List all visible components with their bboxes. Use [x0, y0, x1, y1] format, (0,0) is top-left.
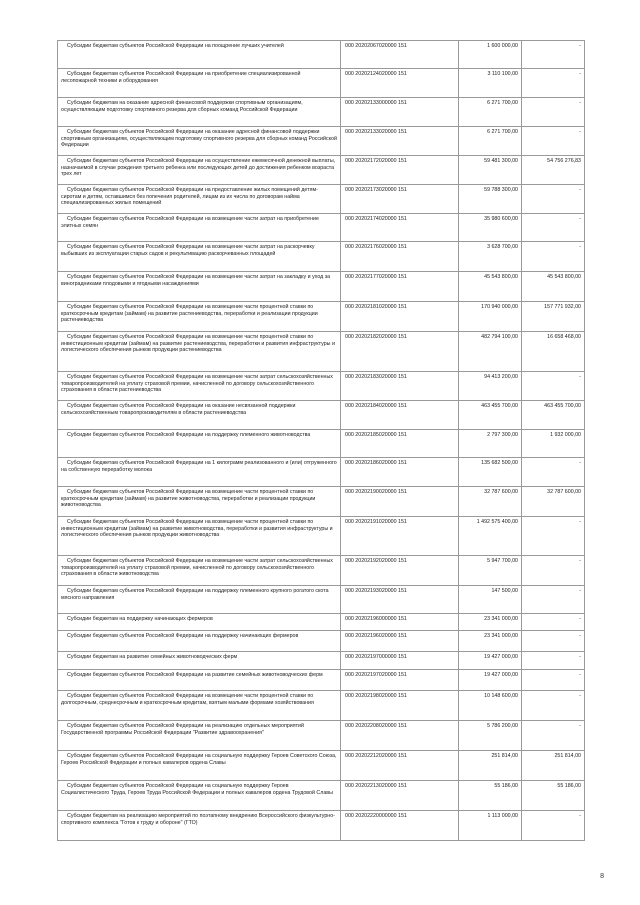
row-code: 000 20202212020000 151	[341, 751, 459, 781]
table-row	[58, 332, 585, 372]
row-name: Субсидии бюджетам субъектов Российской Федерации на приобретение специализированной лесопожарной техники и оборудования	[58, 69, 341, 98]
row-plan-amount: 19 427 000,00	[459, 670, 522, 691]
row-code: 000 20202190020000 151	[341, 487, 459, 517]
row-fact-amount: -	[522, 458, 585, 487]
table-row	[58, 458, 585, 487]
row-fact-amount: -	[522, 242, 585, 272]
row-code: 000 20202172020000 151	[341, 156, 459, 185]
row-fact-amount: -	[522, 586, 585, 614]
row-name: Субсидии бюджетам субъектов Российской Федерации на осуществление ежемесячной денежной выплаты, назначаемой в случае рождения третьего ребенка или последующих детей до достижения ребенком возраста трех лет	[58, 156, 341, 185]
row-code: 000 20202181020000 151	[341, 302, 459, 332]
row-code: 000 20202183020000 151	[341, 372, 459, 401]
row-fact-amount: -	[522, 185, 585, 214]
row-code: 000 20202067020000 151	[341, 41, 459, 69]
row-name: Субсидии бюджетам субъектов Российской Федерации на возмещение части процентной ставки по краткосрочным кредитам (займам) на развитие животноводства, переработки и реализации продукции животноводства	[58, 487, 341, 517]
row-fact-amount: -	[522, 98, 585, 127]
row-code: 000 20202192020000 151	[341, 556, 459, 586]
row-name: Субсидии бюджетам субъектов Российской Федерации на поддержку начинающих фермеров	[58, 631, 341, 652]
table-row	[58, 430, 585, 458]
row-code: 000 20202196000000 151	[341, 614, 459, 631]
row-name: Субсидии бюджетам субъектов Российской Федерации на предоставление жилых помещений детям-сиротам и детям, оставшимся без попечения родителей, лицам из их числа по договорам найма специализированных жилых помещений	[58, 185, 341, 214]
table-row	[58, 242, 585, 272]
row-code: 000 20202220000000 151	[341, 811, 459, 841]
row-name: Субсидии бюджетам на оказание адресной финансовой поддержки спортивным организациям, осуществляющим подготовку спортивного резерва для сборных команд Российской Федерации	[58, 98, 341, 127]
table-row	[58, 721, 585, 751]
row-plan-amount: 463 455 700,00	[459, 401, 522, 430]
row-name: Субсидии бюджетам субъектов Российской Федерации на поощрение лучших учителей	[58, 41, 341, 69]
revenue-table-body	[58, 41, 585, 841]
row-fact-amount: 251 814,00	[522, 751, 585, 781]
table-row	[58, 214, 585, 242]
row-name: Субсидии бюджетам субъектов Российской Федерации на возмещение части затрат на раскорчевку выбывших из эксплуатации старых садов и рекультивацию раскорчеванных площадей	[58, 242, 341, 272]
row-name: Субсидии бюджетам субъектов Российской Федерации на возмещение части затрат сельскохозяйственных товаропроизводителей на уплату страховой премии, начисленной по договору сельскохозяйственного страхования в области животноводства	[58, 556, 341, 586]
row-fact-amount: 1 932 000,00	[522, 430, 585, 458]
table-row	[58, 372, 585, 401]
row-name: Субсидии бюджетам субъектов Российской Федерации на реализацию отдельных мероприятий Государственной программы Российской Федерации "Развитие здравоохранения"	[58, 721, 341, 751]
row-name: Субсидии бюджетам субъектов Российской Федерации на поддержку племенного крупного рогатого скота мясного направления	[58, 586, 341, 614]
row-fact-amount: -	[522, 811, 585, 841]
row-fact-amount: -	[522, 69, 585, 98]
table-row	[58, 614, 585, 631]
row-name: Субсидии бюджетам субъектов Российской Федерации на возмещение части затрат на приобретение элитных семян	[58, 214, 341, 242]
table-row	[58, 98, 585, 127]
row-plan-amount: 6 271 700,00	[459, 127, 522, 156]
row-code: 000 20202185020000 151	[341, 430, 459, 458]
table-row	[58, 156, 585, 185]
table-row	[58, 631, 585, 652]
row-code: 000 20202191020000 151	[341, 517, 459, 556]
row-plan-amount: 170 940 000,00	[459, 302, 522, 332]
row-code: 000 20202184020000 151	[341, 401, 459, 430]
row-code: 000 20202133000000 151	[341, 98, 459, 127]
row-fact-amount: -	[522, 652, 585, 670]
row-code: 000 20202197020000 151	[341, 670, 459, 691]
row-fact-amount: -	[522, 556, 585, 586]
row-name: Субсидии бюджетам субъектов Российской Федерации на возмещение части процентной ставки по инвестиционным кредитам (займам) на развитие животноводства, переработки и развития инфраструктуры и логистического обеспечения рынков продукции животноводства	[58, 517, 341, 556]
row-plan-amount: 1 113 000,00	[459, 811, 522, 841]
row-plan-amount: 23 341 000,00	[459, 614, 522, 631]
row-fact-amount: 54 756 276,83	[522, 156, 585, 185]
row-plan-amount: 135 682 500,00	[459, 458, 522, 487]
row-code: 000 20202124020000 151	[341, 69, 459, 98]
table-row	[58, 652, 585, 670]
row-code: 000 20202173020000 151	[341, 185, 459, 214]
row-name: Субсидии бюджетам на реализацию мероприятий по поэтапному внедрению Всероссийского физкультурно-спортивного комплекса "Готов к труду и обороне" (ГТО)	[58, 811, 341, 841]
row-plan-amount: 55 186,00	[459, 781, 522, 811]
table-row	[58, 401, 585, 430]
row-code: 000 20202177020000 151	[341, 272, 459, 302]
table-row	[58, 69, 585, 98]
row-plan-amount: 59 481 300,00	[459, 156, 522, 185]
row-fact-amount: 45 543 800,00	[522, 272, 585, 302]
table-row	[58, 487, 585, 517]
row-code: 000 20202197000000 151	[341, 652, 459, 670]
row-name: Субсидии бюджетам субъектов Российской Федерации на оказание несвязанной поддержки сельскохозяйственным товаропроизводителям в области растениеводства	[58, 401, 341, 430]
row-plan-amount: 45 543 800,00	[459, 272, 522, 302]
row-plan-amount: 3 110 100,00	[459, 69, 522, 98]
row-plan-amount: 59 788 300,00	[459, 185, 522, 214]
row-code: 000 20202176020000 151	[341, 242, 459, 272]
table-row	[58, 272, 585, 302]
row-code: 000 20202193020000 151	[341, 586, 459, 614]
row-name: Субсидии бюджетам субъектов Российской Федерации на возмещение части процентной ставки по долгосрочным, среднесрочным и краткосрочным кредитам, взятым малыми формами хозяйствования	[58, 691, 341, 721]
row-fact-amount: 157 771 932,00	[522, 302, 585, 332]
table-row	[58, 41, 585, 69]
row-name: Субсидии бюджетам субъектов Российской Федерации на социальную поддержку Героев Советского Союза, Героев Российской Федерации и полных кавалеров ордена Славы	[58, 751, 341, 781]
row-code: 000 20202186020000 151	[341, 458, 459, 487]
row-name: Субсидии бюджетам субъектов Российской Федерации на поддержку племенного животноводства	[58, 430, 341, 458]
row-plan-amount: 10 148 600,00	[459, 691, 522, 721]
row-fact-amount: -	[522, 372, 585, 401]
row-plan-amount: 94 413 200,00	[459, 372, 522, 401]
row-name: Субсидии бюджетам субъектов Российской Федерации на возмещение части затрат сельскохозяйственных товаропроизводителей на уплату страховой премии, начисленной по договору сельскохозяйственного страхования в области растениеводства	[58, 372, 341, 401]
row-name: Субсидии бюджетам субъектов Российской Федерации на развитие семейных животноводческих ферм	[58, 670, 341, 691]
row-plan-amount: 1 492 575 400,00	[459, 517, 522, 556]
row-code: 000 20202133020000 151	[341, 127, 459, 156]
table-row	[58, 302, 585, 332]
row-code: 000 20202182020000 151	[341, 332, 459, 372]
row-plan-amount: 35 980 600,00	[459, 214, 522, 242]
row-fact-amount: 55 186,00	[522, 781, 585, 811]
row-fact-amount: -	[522, 631, 585, 652]
row-name: Субсидии бюджетам субъектов Российской Федерации на возмещение части процентной ставки по краткосрочным кредитам (займам) на развитие растениеводства, переработки и реализации продукции растениеводства	[58, 302, 341, 332]
row-name: Субсидии бюджетам субъектов Российской Федерации на оказание адресной финансовой поддержки спортивным организациям, осуществляющим подготовку спортивного резерва для сборных команд Российской Федерации	[58, 127, 341, 156]
row-name: Субсидии бюджетам субъектов Российской Федерации на социальную поддержку Героев Социалистического Труда, Героев Труда Российской Федерации и полных кавалеров ордена Трудовой Славы	[58, 781, 341, 811]
revenue-table	[57, 40, 585, 841]
row-plan-amount: 3 628 700,00	[459, 242, 522, 272]
row-code: 000 20202196020000 151	[341, 631, 459, 652]
table-row	[58, 517, 585, 556]
row-fact-amount: 16 658 468,00	[522, 332, 585, 372]
row-fact-amount: -	[522, 517, 585, 556]
row-fact-amount: -	[522, 691, 585, 721]
row-fact-amount: -	[522, 614, 585, 631]
row-name: Субсидии бюджетам субъектов Российской Федерации на 1 килограмм реализованного и (или) отгруженного на собственную переработку молока	[58, 458, 341, 487]
row-plan-amount: 5 786 200,00	[459, 721, 522, 751]
table-row	[58, 811, 585, 841]
row-plan-amount: 32 787 600,00	[459, 487, 522, 517]
page-number: 8	[600, 873, 604, 880]
row-plan-amount: 6 271 700,00	[459, 98, 522, 127]
table-row	[58, 751, 585, 781]
table-row	[58, 781, 585, 811]
row-fact-amount: -	[522, 670, 585, 691]
table-row	[58, 586, 585, 614]
row-fact-amount: 32 787 600,00	[522, 487, 585, 517]
row-name: Субсидии бюджетам на развитие семейных животноводческих ферм	[58, 652, 341, 670]
row-plan-amount: 1 600 000,00	[459, 41, 522, 69]
row-code: 000 20202208020000 151	[341, 721, 459, 751]
table-row	[58, 556, 585, 586]
table-row	[58, 670, 585, 691]
row-fact-amount: -	[522, 127, 585, 156]
row-fact-amount: -	[522, 41, 585, 69]
row-code: 000 20202213020000 151	[341, 781, 459, 811]
row-code: 000 20202174020000 151	[341, 214, 459, 242]
row-plan-amount: 482 794 100,00	[459, 332, 522, 372]
row-name: Субсидии бюджетам субъектов Российской Федерации на возмещение части затрат на закладку и уход за виноградниками плодовыми и ягодными насаждениями	[58, 272, 341, 302]
row-name: Субсидии бюджетам на поддержку начинающих фермеров	[58, 614, 341, 631]
row-fact-amount: -	[522, 721, 585, 751]
table-row	[58, 127, 585, 156]
row-name: Субсидии бюджетам субъектов Российской Федерации на возмещение части процентной ставки по инвестиционным кредитам (займам) на развитие растениеводства, переработки и развития инфраструктуры и логистического обеспечения рынков продукции растениеводства	[58, 332, 341, 372]
row-plan-amount: 147 500,00	[459, 586, 522, 614]
row-code: 000 20202198020000 151	[341, 691, 459, 721]
table-row	[58, 185, 585, 214]
row-plan-amount: 19 427 000,00	[459, 652, 522, 670]
row-plan-amount: 5 947 700,00	[459, 556, 522, 586]
row-fact-amount: -	[522, 214, 585, 242]
row-plan-amount: 251 814,00	[459, 751, 522, 781]
row-plan-amount: 23 341 000,00	[459, 631, 522, 652]
table-row	[58, 691, 585, 721]
row-plan-amount: 2 797 300,00	[459, 430, 522, 458]
row-fact-amount: 463 455 700,00	[522, 401, 585, 430]
